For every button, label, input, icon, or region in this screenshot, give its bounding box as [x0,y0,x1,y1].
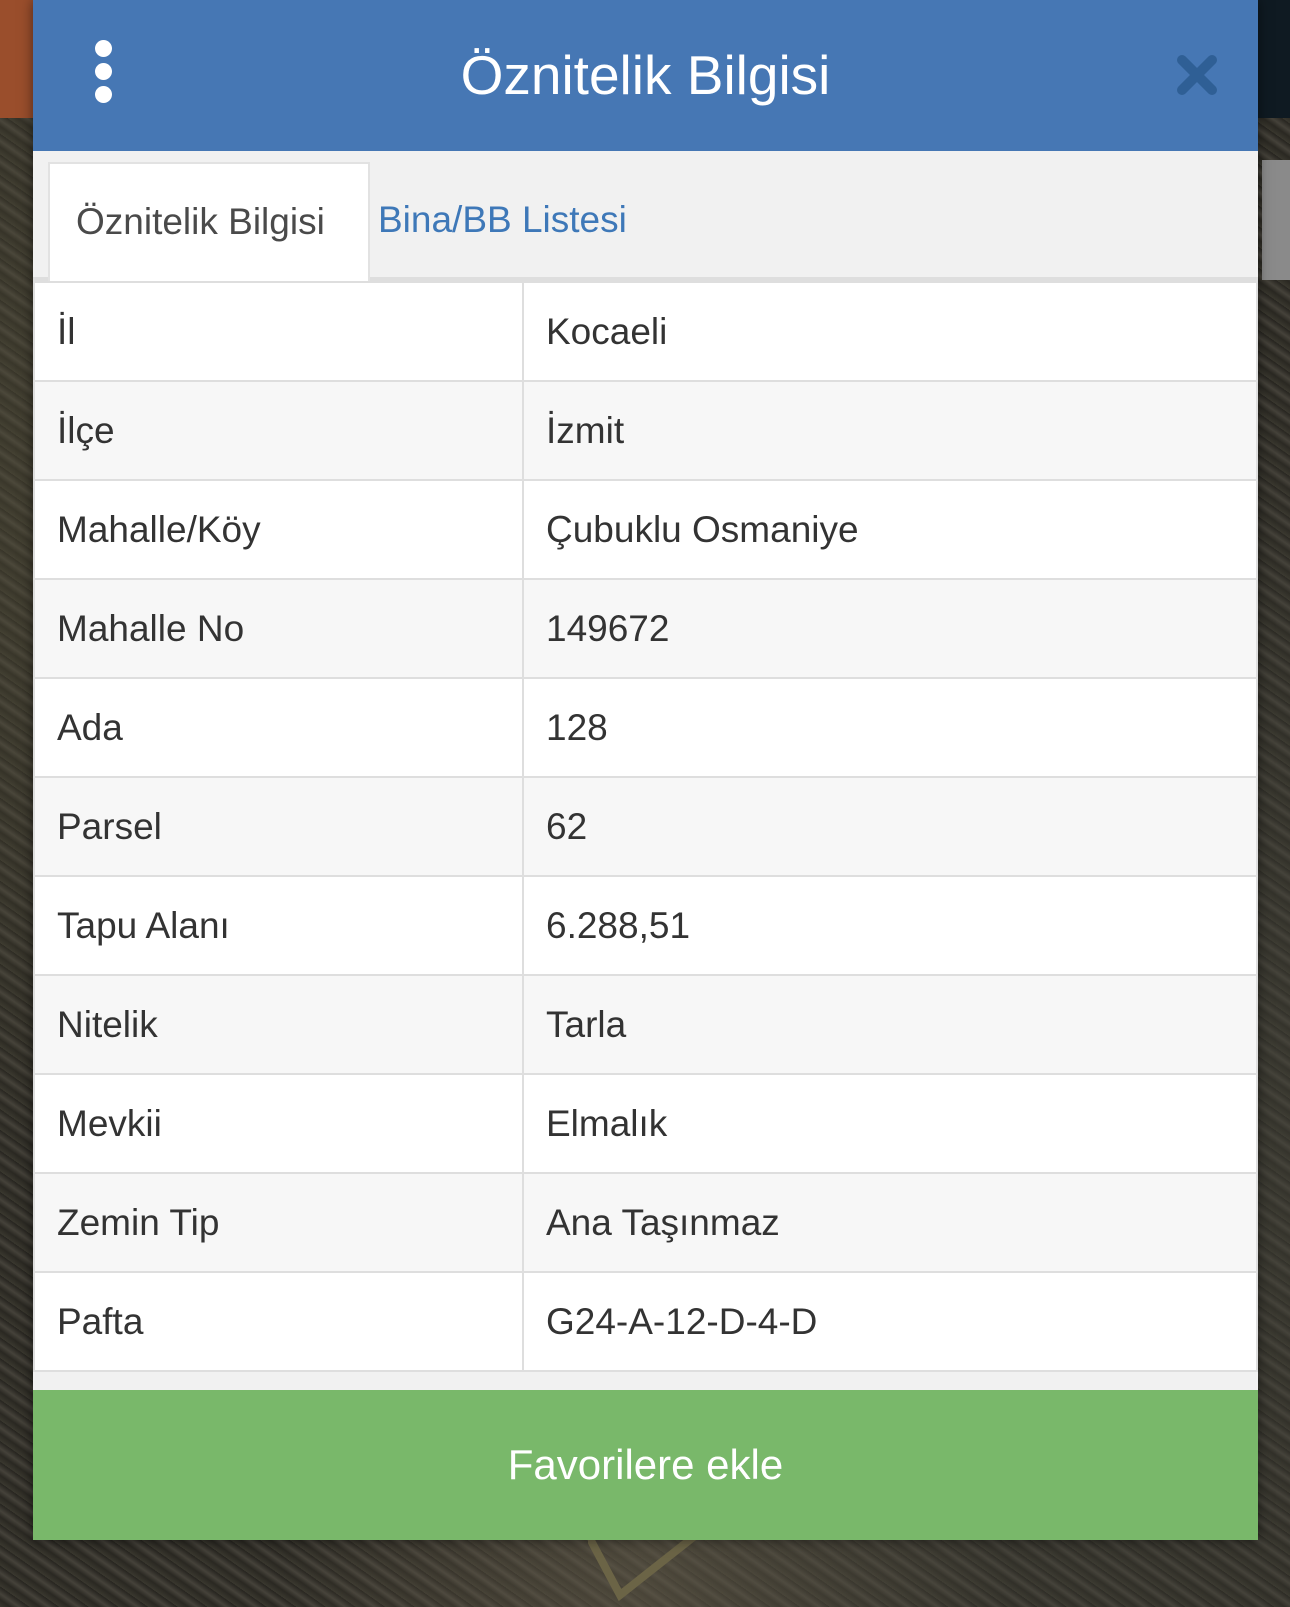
table-row [34,678,1257,777]
tab-bar [33,151,1258,281]
attribute-table [33,281,1258,1372]
tab-attribute-info[interactable]: Öznitelik Bilgisi [48,162,370,281]
table-row [34,282,1257,381]
row-value: 62 [523,777,1257,876]
table-row [34,1272,1257,1371]
attribute-dialog [33,0,1258,1540]
dialog-header [33,0,1258,151]
row-value: Kocaeli [523,282,1257,381]
row-value: 6.288,51 [523,876,1257,975]
table-row [34,480,1257,579]
row-label: Mevkii [34,1074,523,1173]
table-row [34,876,1257,975]
row-value: Tarla [523,975,1257,1074]
row-label: Nitelik [34,975,523,1074]
map-side-handle[interactable] [1262,160,1290,280]
row-label: Mahalle No [34,579,523,678]
close-icon[interactable] [1174,52,1220,98]
table-row [34,381,1257,480]
row-value: Elmalık [523,1074,1257,1173]
row-label: Pafta [34,1272,523,1371]
row-label: İlçe [34,381,523,480]
row-label: Tapu Alanı [34,876,523,975]
tab-building-list[interactable]: Bina/BB Listesi [378,199,627,240]
table-row [34,1173,1257,1272]
row-value: Ana Taşınmaz [523,1173,1257,1272]
row-label: Mahalle/Köy [34,480,523,579]
map-toolbar-right [1255,0,1290,118]
row-value: İzmit [523,381,1257,480]
row-label: Parsel [34,777,523,876]
row-value: 149672 [523,579,1257,678]
dialog-title: Öznitelik Bilgisi [460,44,831,106]
add-to-favorites-button[interactable]: Favorilere ekle [33,1390,1258,1540]
table-row [34,777,1257,876]
row-label: İl [34,282,523,381]
row-label: Ada [34,678,523,777]
row-value: Çubuklu Osmaniye [523,480,1257,579]
table-row [34,1074,1257,1173]
row-value: G24-A-12-D-4-D [523,1272,1257,1371]
row-label: Zemin Tip [34,1173,523,1272]
row-value: 128 [523,678,1257,777]
table-row [34,579,1257,678]
table-row [34,975,1257,1074]
